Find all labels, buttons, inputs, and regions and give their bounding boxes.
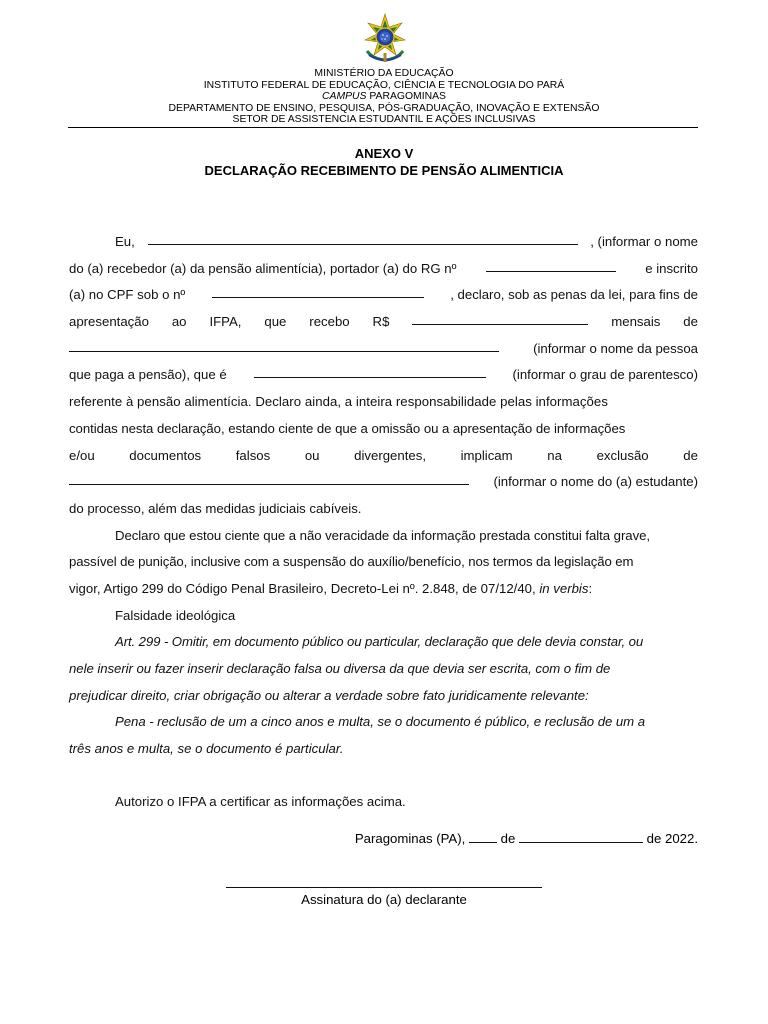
institution-header [0, 68, 768, 126]
body-text: (informar o nome da pessoa [533, 340, 698, 356]
body-word: IFPA, [209, 314, 242, 330]
body-word: na [547, 447, 562, 463]
legal-quote-line: nele inserir ou fazer inserir declaração falsa ou diversa da que devia ser escrita, com o fim de [69, 661, 611, 676]
brazil-coat-of-arms-icon [361, 13, 409, 65]
place-text: de 2022. [646, 831, 698, 846]
body-line: referente à pensão alimentícia. Declaro ainda, a inteira responsabilidade pelas informações [69, 394, 608, 410]
body-word: ao [171, 314, 187, 330]
body-text: : [588, 580, 593, 596]
legal-quote-line: Pena - reclusão de um a cinco anos e multa, se o documento é público, e reclusão de um a [115, 714, 646, 730]
spacer [69, 766, 698, 793]
body-line: contidas nesta declaração, estando ciente de que a omissão ou a apresentação de informações [69, 420, 626, 436]
body-text: Eu, [115, 234, 135, 249]
body-word: de [683, 314, 698, 330]
signature-label: Assinatura do (a) declarante [301, 892, 467, 907]
body-word: de [683, 447, 698, 463]
body-line: passível de punição, inclusive com a suspensão do auxílio/benefício, nos termos da legislação em [69, 554, 634, 570]
body-text: (informar o grau de parentesco) [512, 367, 698, 383]
place-text: de [500, 831, 516, 846]
body-word: divergentes, [354, 447, 426, 463]
body-word: R$ [372, 314, 390, 330]
body-word: implicam [460, 447, 513, 463]
header-divider [68, 127, 698, 128]
name-blank[interactable] [148, 232, 578, 245]
place-text: Paragominas (PA), [354, 831, 466, 846]
header-campus [0, 91, 768, 103]
annex-title: ANEXO V [354, 146, 414, 161]
body-word: documentos [129, 447, 202, 463]
legal-quote-line: três anos e multa, se o documento é particular. [69, 741, 344, 757]
body-text-italic: in verbis [535, 580, 589, 596]
rg-blank[interactable] [486, 259, 616, 272]
student-name-blank[interactable] [69, 472, 469, 485]
header-department: DEPARTAMENTO DE ENSINO, PESQUISA, PÓS-GRADUAÇÃO, INOVAÇÃO E EXTENSÃO [168, 102, 600, 114]
header-campus-name: PARAGOMINAS [366, 91, 446, 102]
body-line [69, 259, 698, 286]
body-word: apresentação [69, 314, 149, 330]
legal-quote-line: Art. 299 - Omitir, em documento público ou particular, declaração que dele devia constar, ou [115, 634, 644, 650]
body-word: que [264, 314, 287, 330]
body-word: ou [304, 447, 320, 463]
body-line [69, 232, 698, 259]
cpf-blank[interactable] [212, 285, 424, 298]
body-word: falsos [235, 447, 271, 463]
declaration-title: DECLARAÇÃO RECEBIMENTO DE PENSÃO ALIMENTICIA [204, 163, 564, 178]
body-word: exclusão [596, 447, 649, 463]
body-line [69, 285, 698, 312]
body-text: (informar o nome do (a) estudante) [493, 474, 698, 490]
signature-line[interactable] [226, 887, 542, 888]
header-institute: INSTITUTO FEDERAL DE EDUCAÇÃO, CIÊNCIA E TECNOLOGIA DO PARÁ [203, 79, 565, 91]
header-sector: SETOR DE ASSISTENCIA ESTUDANTIL E AÇÕES INCLUSIVAS [232, 114, 536, 125]
body-text: que paga a pensão), que é [69, 367, 227, 383]
body-line [69, 339, 698, 366]
header-campus-italic: CAMPUS [322, 91, 367, 102]
body-word: e/ou [69, 447, 95, 463]
header-ministry: MINISTÉRIO DA EDUCAÇÃO [314, 68, 454, 79]
body-line [69, 365, 698, 392]
body-text: , (informar o nome [590, 234, 698, 249]
month-blank[interactable] [519, 830, 643, 843]
payer-name-blank[interactable] [69, 339, 499, 352]
body-line [69, 446, 698, 473]
body-text: e inscrito [645, 260, 698, 276]
declaration-body [69, 232, 698, 819]
body-text: vigor, Artigo 299 do Código Penal Brasileiro, Decreto-Lei nº. 2.848, de 07/12/40, [69, 580, 536, 596]
body-line [69, 472, 698, 499]
body-line [69, 579, 698, 606]
amount-blank[interactable] [412, 312, 588, 325]
body-text: (a) no CPF sob o nº [69, 287, 186, 303]
body-line: do processo, além das medidas judiciais cabíveis. [69, 500, 362, 516]
body-line: Declaro que estou ciente que a não veracidade da informação prestada constitui falta grave, [115, 527, 651, 543]
body-word: mensais [611, 314, 661, 330]
body-line: Autorizo o IFPA a certificar as informações acima. [115, 794, 406, 810]
kinship-blank[interactable] [254, 365, 486, 378]
legal-quote-line: prejudicar direito, criar obrigação ou alterar a verdade sobre fato juridicamente relevante: [69, 687, 589, 703]
body-line [69, 312, 698, 339]
body-text: do (a) recebedor (a) da pensão alimentícia), portador (a) do RG nº [69, 260, 457, 276]
body-text: , declaro, sob as penas da lei, para fins de [450, 287, 698, 303]
place-date [355, 829, 698, 849]
day-blank[interactable] [469, 830, 497, 843]
body-word: recebo [309, 314, 350, 330]
body-line: Falsidade ideológica [115, 607, 236, 623]
